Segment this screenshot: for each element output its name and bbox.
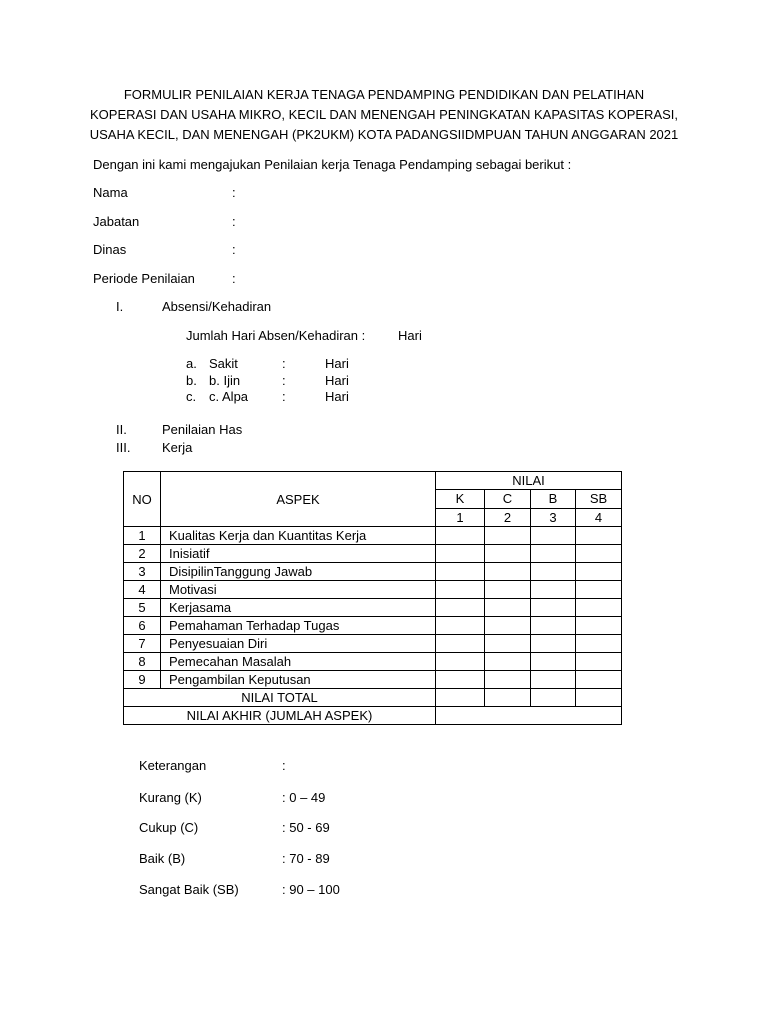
nilai-cell-c[interactable] — [485, 671, 531, 689]
absen-item-label: Sakit — [209, 356, 238, 371]
nilai-cell-k[interactable] — [436, 617, 485, 635]
score-4: 4 — [576, 508, 622, 526]
row-no: 5 — [124, 599, 161, 617]
row-no: 9 — [124, 671, 161, 689]
nilai-cell-sb[interactable] — [576, 635, 622, 653]
nilai-total-cell-c[interactable] — [485, 689, 531, 707]
row-aspek: Inisiatif — [161, 545, 436, 563]
nilai-cell-c[interactable] — [485, 545, 531, 563]
row-aspek: Pemecahan Masalah — [161, 653, 436, 671]
row-no: 2 — [124, 545, 161, 563]
keterangan-value: : — [282, 758, 286, 773]
table-row — [124, 563, 622, 581]
nilai-cell-sb[interactable] — [576, 581, 622, 599]
field-sep-nama: : — [232, 185, 236, 200]
table-row — [124, 653, 622, 671]
absen-item-unit: Hari — [325, 373, 349, 388]
nilai-cell-sb[interactable] — [576, 617, 622, 635]
nilai-cell-b[interactable] — [531, 617, 576, 635]
row-aspek: Kualitas Kerja dan Kuantitas Kerja — [161, 527, 436, 545]
grade-sb: SB — [576, 490, 622, 508]
nilai-cell-b[interactable] — [531, 635, 576, 653]
nilai-cell-sb[interactable] — [576, 527, 622, 545]
penilaian-table — [123, 471, 622, 725]
row-no: 4 — [124, 581, 161, 599]
nilai-cell-c[interactable] — [485, 527, 531, 545]
keterangan-label: Cukup (C) — [139, 820, 199, 835]
table-row — [124, 635, 622, 653]
section-2-title: Penilaian Has — [162, 422, 243, 437]
nilai-cell-k[interactable] — [436, 527, 485, 545]
form-title-line-3: USAHA KECIL, DAN MENENGAH (PK2UKM) KOTA PADANGSIIDMPUAN TAHUN ANGGARAN 2021 — [89, 127, 679, 142]
score-1: 1 — [436, 508, 485, 526]
row-no: 3 — [124, 563, 161, 581]
section-1-number: I. — [116, 299, 124, 314]
intro-text: Dengan ini kami mengajukan Penilaian kerja Tenaga Pendamping sebagai berikut : — [93, 157, 572, 172]
nilai-akhir-cell[interactable] — [436, 707, 622, 725]
nilai-cell-k[interactable] — [436, 599, 485, 617]
nilai-total-cell-k[interactable] — [436, 689, 485, 707]
absen-item-sep: : — [282, 356, 286, 371]
nilai-cell-b[interactable] — [531, 671, 576, 689]
nilai-cell-k[interactable] — [436, 653, 485, 671]
header-nilai: NILAI — [436, 472, 622, 490]
nilai-cell-sb[interactable] — [576, 545, 622, 563]
row-aspek: DisipilinTanggung Jawab — [161, 563, 436, 581]
keterangan-value: : 0 – 49 — [282, 790, 326, 805]
nilai-cell-k[interactable] — [436, 635, 485, 653]
field-sep-dinas: : — [232, 242, 236, 257]
row-aspek: Pemahaman Terhadap Tugas — [161, 617, 436, 635]
section-2-number: II. — [116, 422, 127, 437]
nilai-cell-k[interactable] — [436, 545, 485, 563]
nilai-cell-sb[interactable] — [576, 653, 622, 671]
absen-item-unit: Hari — [325, 389, 349, 404]
section-3-title: Kerja — [162, 440, 193, 455]
nilai-cell-c[interactable] — [485, 563, 531, 581]
nilai-cell-c[interactable] — [485, 581, 531, 599]
jumlah-hari-unit: Hari — [398, 328, 422, 343]
field-sep-periode: : — [232, 271, 236, 286]
keterangan-label: Keterangan — [139, 758, 207, 773]
row-aspek: Penyesuaian Diri — [161, 635, 436, 653]
absen-item-label: b. Ijin — [209, 373, 241, 388]
section-3-number: III. — [116, 440, 131, 455]
nilai-total-label: NILAI TOTAL — [124, 689, 436, 707]
row-aspek: Kerjasama — [161, 599, 436, 617]
nilai-cell-k[interactable] — [436, 563, 485, 581]
score-2: 2 — [485, 508, 531, 526]
table-row — [124, 581, 622, 599]
nilai-cell-b[interactable] — [531, 563, 576, 581]
row-no: 6 — [124, 617, 161, 635]
nilai-cell-sb[interactable] — [576, 599, 622, 617]
nilai-cell-b[interactable] — [531, 653, 576, 671]
grade-c: C — [485, 490, 531, 508]
absen-item-label: c. Alpa — [209, 389, 249, 404]
nilai-cell-c[interactable] — [485, 617, 531, 635]
nilai-cell-c[interactable] — [485, 599, 531, 617]
field-sep-jabatan: : — [232, 214, 236, 229]
nilai-cell-c[interactable] — [485, 653, 531, 671]
absen-item-sep: : — [282, 389, 286, 404]
nilai-cell-c[interactable] — [485, 635, 531, 653]
nilai-cell-b[interactable] — [531, 527, 576, 545]
row-no: 1 — [124, 527, 161, 545]
nilai-cell-sb[interactable] — [576, 671, 622, 689]
field-label-periode: Periode Penilaian — [93, 271, 195, 286]
jumlah-hari-label: Jumlah Hari Absen/Kehadiran : — [186, 328, 366, 343]
row-no: 8 — [124, 653, 161, 671]
row-aspek: Pengambilan Keputusan — [161, 671, 436, 689]
nilai-total-cell-b[interactable] — [531, 689, 576, 707]
field-label-dinas: Dinas — [93, 242, 127, 257]
table-row — [124, 527, 622, 545]
absen-item-letter: b. — [186, 373, 197, 388]
akhir-row — [124, 707, 622, 725]
table-row — [124, 671, 622, 689]
row-aspek: Motivasi — [161, 581, 436, 599]
header-no: NO — [124, 472, 161, 527]
absen-item-letter: c. — [186, 389, 197, 404]
keterangan-label: Baik (B) — [139, 851, 186, 866]
keterangan-value: : 90 – 100 — [282, 882, 340, 897]
form-title-line-1: FORMULIR PENILAIAN KERJA TENAGA PENDAMPING PENDIDIKAN DAN PELATIHAN — [123, 87, 645, 102]
nilai-cell-b[interactable] — [531, 581, 576, 599]
row-no: 7 — [124, 635, 161, 653]
keterangan-label: Kurang (K) — [139, 790, 202, 805]
form-title-line-2: KOPERASI DAN USAHA MIKRO, KECIL DAN MENENGAH PENINGKATAN KAPASITAS KOPERASI, — [89, 107, 679, 122]
header-aspek: ASPEK — [161, 472, 436, 527]
absen-item-unit: Hari — [325, 356, 349, 371]
table-row — [124, 599, 622, 617]
nilai-cell-sb[interactable] — [576, 563, 622, 581]
nilai-cell-b[interactable] — [531, 599, 576, 617]
nilai-total-cell-sb[interactable] — [576, 689, 622, 707]
absen-item-sep: : — [282, 373, 286, 388]
nilai-cell-k[interactable] — [436, 581, 485, 599]
nilai-cell-b[interactable] — [531, 545, 576, 563]
keterangan-value: : 50 - 69 — [282, 820, 330, 835]
table-row — [124, 617, 622, 635]
nilai-akhir-label: NILAI AKHIR (JUMLAH ASPEK) — [124, 707, 436, 725]
keterangan-label: Sangat Baik (SB) — [139, 882, 239, 897]
grade-b: B — [531, 490, 576, 508]
field-label-nama: Nama — [93, 185, 128, 200]
table-row — [124, 545, 622, 563]
section-1-title: Absensi/Kehadiran — [162, 299, 272, 314]
absen-item-letter: a. — [186, 356, 197, 371]
score-3: 3 — [531, 508, 576, 526]
keterangan-value: : 70 - 89 — [282, 851, 330, 866]
field-label-jabatan: Jabatan — [93, 214, 140, 229]
nilai-cell-k[interactable] — [436, 671, 485, 689]
total-row — [124, 689, 622, 707]
grade-k: K — [436, 490, 485, 508]
